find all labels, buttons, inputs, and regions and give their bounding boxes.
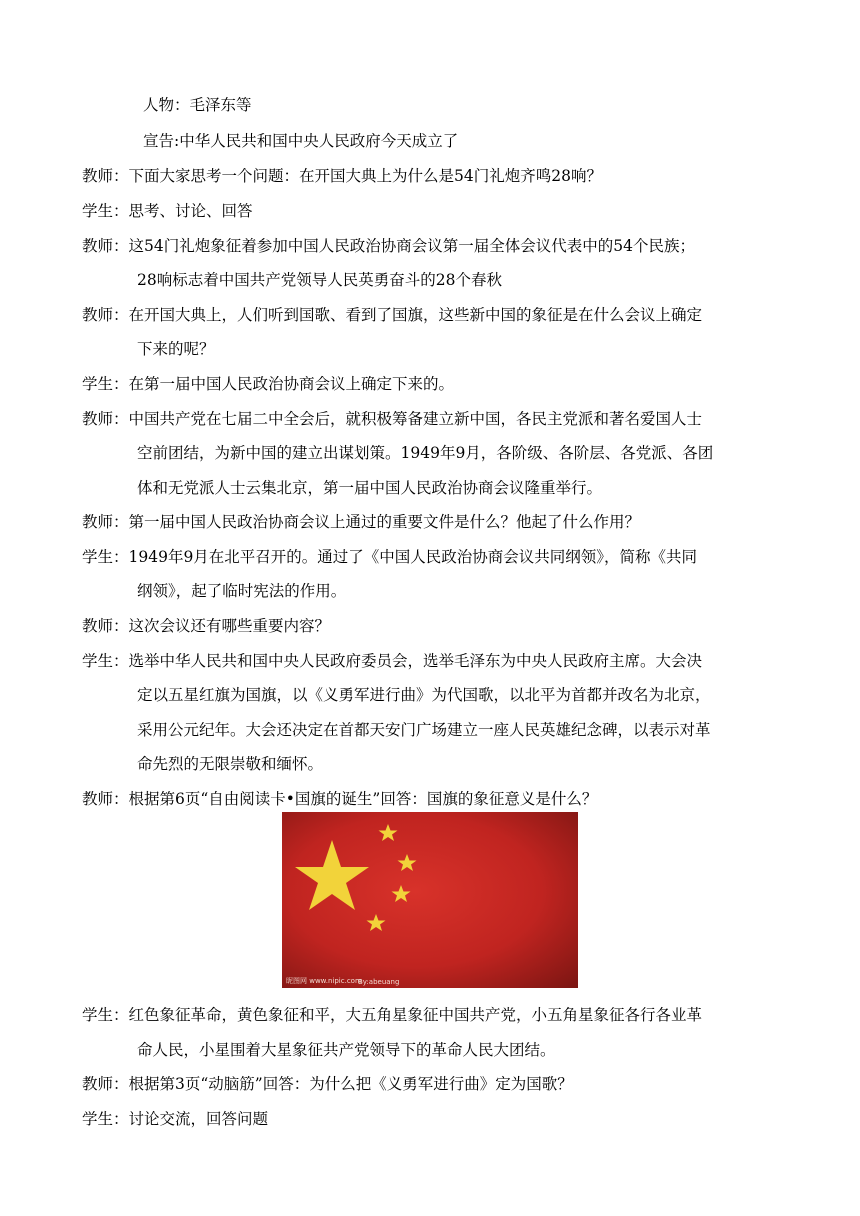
- dialogue-line: 教师：中国共产党在七届二中全会后，就积极筹备建立新中国，各民主党派和著名爱国人士: [82, 410, 703, 428]
- dialogue-line: 教师：这次会议还有哪些重要内容？: [82, 617, 331, 635]
- dialogue-line: 教师：根据第6页“自由阅读卡•国旗的诞生”回答：国旗的象征意义是什么？: [82, 790, 598, 808]
- dialogue-line: 学生：思考、讨论、回答: [82, 202, 253, 220]
- dialogue-continuation: 定以五星红旗为国旗，以《义勇军进行曲》为代国歌，以北平为首都并改名为北京，: [137, 686, 711, 704]
- dialogue-line: 学生：在第一届中国人民政治协商会议上确定下来的。: [82, 375, 455, 393]
- dialogue-line: 教师：这54门礼炮象征着参加中国人民政治协商会议第一届全体会议代表中的54个民族；: [82, 237, 695, 255]
- flag-image: [282, 812, 578, 988]
- image-watermark: 昵图网 www.nipic.com: [286, 977, 362, 985]
- text-line: 宣告:中华人民共和国中央人民政府今天成立了: [143, 132, 459, 150]
- dialogue-line: 教师：下面大家思考一个问题：在开国大典上为什么是54门礼炮齐鸣28响？: [82, 167, 602, 185]
- dialogue-continuation: 体和无党派人士云集北京，第一届中国人民政治协商会议隆重举行。: [137, 479, 603, 497]
- dialogue-line: 学生：选举中华人民共和国中央人民政府委员会，选举毛泽东为中央人民政府主席。大会决: [82, 652, 703, 670]
- dialogue-line: 学生：1949年9月在北平召开的。通过了《中国人民政治协商会议共同纲领》，简称《共同: [82, 548, 698, 566]
- dialogue-continuation: 28响标志着中国共产党领导人民英勇奋斗的28个春秋: [137, 271, 502, 289]
- dialogue-line: 教师：在开国大典上，人们听到国歌、看到了国旗，这些新中国的象征是在什么会议上确定: [82, 306, 703, 324]
- image-watermark-author: By:abeuang: [358, 978, 400, 986]
- dialogue-line: 教师：第一届中国人民政治协商会议上通过的重要文件是什么？他起了什么作用？: [82, 513, 641, 531]
- dialogue-continuation: 采用公元纪年。大会还决定在首都天安门广场建立一座人民英雄纪念碑，以表示对革: [137, 721, 711, 739]
- dialogue-line: 教师：根据第3页“动脑筋”回答：为什么把《义勇军进行曲》定为国歌？: [82, 1075, 573, 1093]
- dialogue-continuation: 空前团结，为新中国的建立出谋划策。1949年9月，各阶级、各阶层、各党派、各团: [137, 444, 714, 462]
- five-star-red-flag-icon: [282, 812, 578, 988]
- dialogue-continuation: 命先烈的无限崇敬和缅怀。: [137, 755, 324, 773]
- dialogue-line: 学生：红色象征革命，黄色象征和平，大五角星象征中国共产党，小五角星象征各行各业革: [82, 1006, 703, 1024]
- dialogue-continuation: 命人民，小星围着大星象征共产党领导下的革命人民大团结。: [137, 1041, 556, 1059]
- small-star: [379, 824, 398, 841]
- text-line: 人物：毛泽东等: [143, 96, 252, 114]
- large-star: [295, 840, 369, 910]
- small-star: [398, 854, 417, 871]
- small-star: [392, 885, 411, 902]
- dialogue-continuation: 下来的呢？: [137, 340, 215, 358]
- dialogue-continuation: 纲领》，起了临时宪法的作用。: [137, 582, 347, 600]
- small-star: [367, 914, 386, 931]
- dialogue-line: 学生：讨论交流，回答问题: [82, 1110, 269, 1128]
